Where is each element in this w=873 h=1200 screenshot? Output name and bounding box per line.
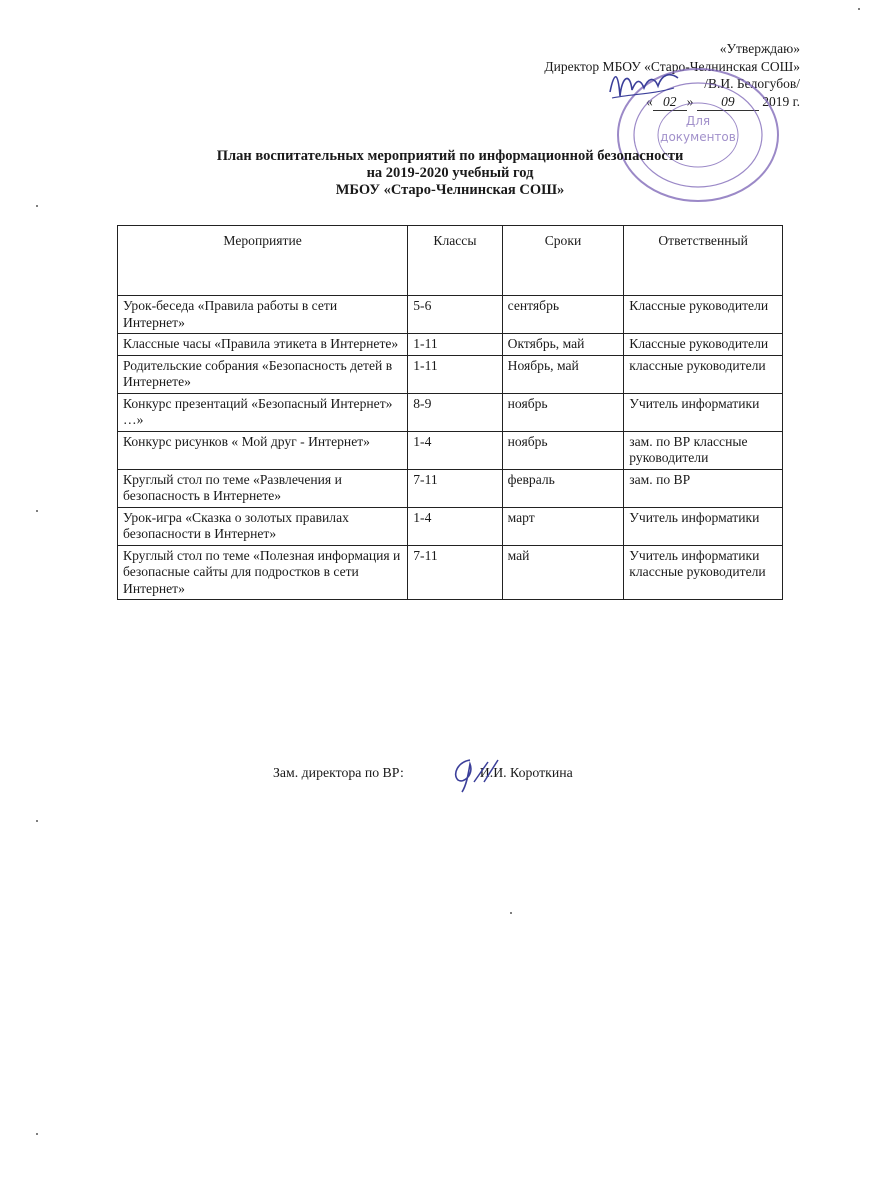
header-event: Мероприятие: [118, 226, 408, 296]
header-grades: Классы: [408, 226, 502, 296]
scan-speck: [36, 1133, 38, 1135]
table-row: [118, 296, 783, 334]
date-quote-open: «: [645, 93, 653, 109]
cell-term: ноябрь: [502, 431, 624, 469]
cell-event: Конкурс презентаций «Безопасный Интернет» …»: [118, 393, 408, 431]
scan-speck: [36, 510, 38, 512]
cell-event: Конкурс рисунков « Мой друг - Интернет»: [118, 431, 408, 469]
table-row: [118, 334, 783, 356]
cell-event: Родительские собрания «Безопасность детей в Интернете»: [118, 355, 408, 393]
table-row: [118, 545, 783, 600]
cell-term: Октябрь, май: [502, 334, 624, 356]
cell-grades: 1-11: [408, 334, 502, 356]
scan-speck: [858, 8, 860, 10]
cell-term: ноябрь: [502, 393, 624, 431]
cell-responsible: Классные руководители: [624, 334, 783, 356]
cell-event: Круглый стол по теме «Полезная информация и безопасные сайты для подростков в сети Интернет»: [118, 545, 408, 600]
cell-responsible: Учитель информатики: [624, 393, 783, 431]
date-month: 09: [697, 93, 759, 112]
cell-term: сентябрь: [502, 296, 624, 334]
table-row: [118, 431, 783, 469]
cell-event: Урок-беседа «Правила работы в сети Интернет»: [118, 296, 408, 334]
approval-heading: «Утверждаю»: [719, 41, 800, 56]
cell-event: Классные часы «Правила этикета в Интернете»: [118, 334, 408, 356]
cell-grades: 1-11: [408, 355, 502, 393]
scan-speck: [36, 820, 38, 822]
table-row: [118, 355, 783, 393]
cell-grades: 7-11: [408, 469, 502, 507]
cell-term: март: [502, 507, 624, 545]
events-table: [117, 225, 783, 600]
signature-label: Зам. директора по ВР:: [273, 765, 404, 780]
signature-line: [273, 765, 573, 781]
table-row: [118, 469, 783, 507]
title-line-3: МБОУ «Старо-Челнинская СОШ»: [335, 182, 565, 198]
table-row: [118, 507, 783, 545]
director-signature-icon: [604, 66, 684, 106]
cell-term: май: [502, 545, 624, 600]
cell-event: Круглый стол по теме «Развлечения и безопасность в Интернете»: [118, 469, 408, 507]
stamp-text-2: документов: [660, 130, 736, 144]
header-responsible: Ответственный: [624, 226, 783, 296]
cell-grades: 1-4: [408, 507, 502, 545]
deputy-signature-icon: [440, 752, 506, 794]
cell-term: Ноябрь, май: [502, 355, 624, 393]
cell-responsible: Классные руководители: [624, 296, 783, 334]
stamp-text-1: Для: [685, 114, 711, 128]
scan-speck: [36, 205, 38, 207]
date-quote-close: »: [686, 93, 694, 109]
cell-term: февраль: [502, 469, 624, 507]
signature-name: И.И. Короткина: [479, 765, 573, 780]
scan-speck: [510, 912, 512, 914]
cell-responsible: зам. по ВР классные руководители: [624, 431, 783, 469]
cell-grades: 5-6: [408, 296, 502, 334]
cell-responsible: классные руководители: [624, 355, 783, 393]
table-header-row: [118, 226, 783, 296]
header-term: Сроки: [502, 226, 624, 296]
cell-event: Урок-игра «Сказка о золотых правилах безопасности в Интернет»: [118, 507, 408, 545]
date-day: 02: [653, 93, 687, 112]
approval-director-name: /В.И. Белогубов/: [704, 76, 800, 91]
cell-responsible: Учитель информатики: [624, 507, 783, 545]
date-year: 2019 г.: [762, 93, 800, 109]
cell-responsible: зам. по ВР: [624, 469, 783, 507]
document-title: [150, 148, 750, 199]
cell-responsible: Учитель информатики классные руководители: [624, 545, 783, 600]
cell-grades: 8-9: [408, 393, 502, 431]
cell-grades: 1-4: [408, 431, 502, 469]
approval-director: Директор МБОУ «Старо-Челнинская СОШ»: [544, 58, 800, 74]
title-line-1: План воспитательных мероприятий по информационной безопасности: [216, 148, 684, 164]
table-row: [118, 393, 783, 431]
cell-grades: 7-11: [408, 545, 502, 600]
title-line-2: на 2019-2020 учебный год: [366, 165, 534, 181]
